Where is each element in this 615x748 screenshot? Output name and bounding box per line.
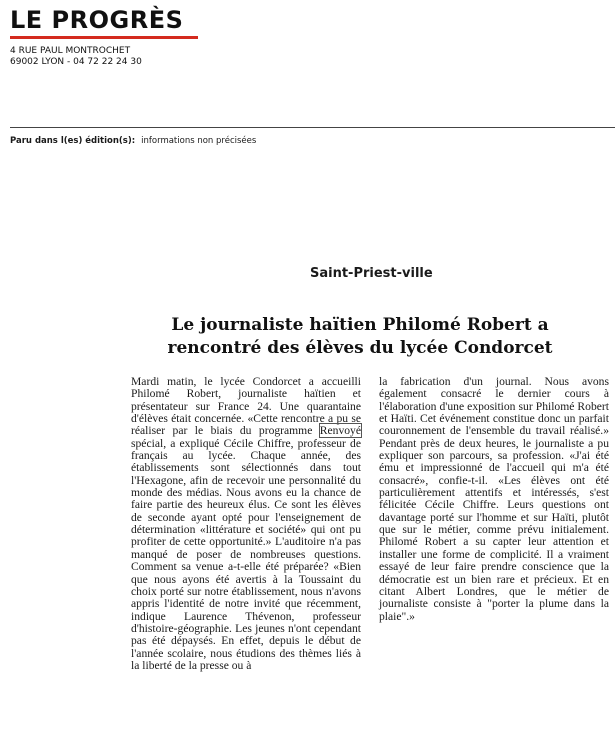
highlighted-word: Renvoyé: [319, 424, 361, 438]
edition-label: Paru dans l(es) édition(s):: [10, 136, 136, 146]
edition-value: informations non précisées: [141, 136, 257, 146]
article-headline: Le journaliste haïtien Philomé Robert a rencontré des élèves du lycée Condorcet: [167, 315, 553, 358]
address-city-phone: 69002 LYON - 04 72 22 24 30: [10, 57, 142, 67]
publisher-address: [10, 46, 142, 68]
article-column-1: [131, 376, 361, 672]
header-divider: [10, 127, 615, 128]
body-text: spécial, a expliqué Cécile Chiffre, professeur de français au lycée. Chaque année, des établissements sont sélectionnés dans tout l'Hexagone, afin de recevoir une personnalité du monde des médias. Nous avons eu la chance de faire partie des heureux élus. Ce sont les élèves de seconde ayant opté pour l'enseignement de détermination «littérature et société» qui ont pu profiter de cette opportunité.» L'auditoire n'a pas manqué de poser de nombreuses questions. Comment sa venue a-t-elle été préparée? «Bien que nous ayons été avertis à la Toussaint du choix porté sur notre établissement, nous n'avons appris l'identité de notre invité que récemment, indique Laurence Thévenon, professeur d'histoire-géographie. Les jeunes n'ont cependant pas été dépaysés. En effet, depuis le début de l'année scolaire, nous étudions des thèmes liés à la liberté de la presse ou à: [131, 436, 361, 672]
article-paragraph: la fabrication d'un journal. Nous avons également consacré le dernier cours à l'élaboration d'une exposition sur Philomé Robert et Haïti. Cet événement constitue donc un parfait couronnement de l'ensemble du travail réalisé.» Pendant près de deux heures, le journaliste a pu expliquer son parcours, sa profession. «J'ai été ému et impressionné de l'accueil qui m'a été consacré», confie-t-il. «Les élèves ont été particulièrement attentifs et intéressés, s'est félicitée Cécile Chiffre. Leurs questions ont davantage porté sur l'homme et sur Haïti, plutôt que sur le métier, comme prévu initialement. Philomé Robert a su capter leur attention et installer une forme de complicité. Il a vraiment essayé de leur faire prendre conscience que la démocratie est un bien rare et précieux. Et en citant Albert Londres, que le métier de journaliste consiste à "porter la plume dans la plaie".»: [379, 375, 609, 623]
address-street: 4 RUE PAUL MONTROCHET: [10, 46, 131, 56]
section-title: Saint-Priest-ville: [310, 266, 433, 281]
article-column-2: [379, 376, 609, 623]
masthead-underline: [10, 36, 198, 39]
article-paragraph: [131, 376, 361, 672]
newspaper-logo: LE PROGRÈS: [10, 6, 184, 34]
edition-info: [10, 136, 256, 146]
body-text: Mardi matin, le lycée Condorcet a accueilli Philomé Robert, journaliste haïtien et présentateur sur France 24. Une quarantaine d'élèves était concernée. «Cette rencontre a pu se réaliser par le biais du programme: [131, 375, 361, 438]
